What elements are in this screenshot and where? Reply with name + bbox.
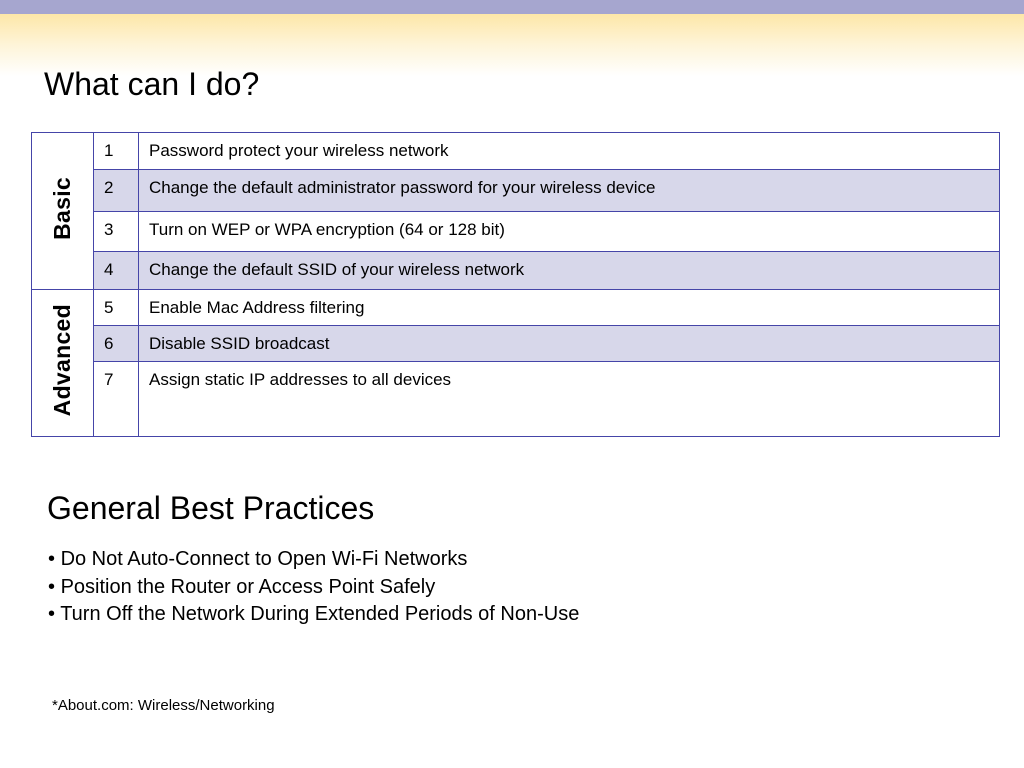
table-row xyxy=(32,212,1000,252)
group-basic xyxy=(32,133,94,290)
row-text: Turn on WEP or WPA encryption (64 or 128 bit) xyxy=(139,212,1000,252)
row-text: Password protect your wireless network xyxy=(139,133,1000,170)
group-label: Basic xyxy=(49,177,75,240)
list-item: • Turn Off the Network During Extended Periods of Non-Use xyxy=(48,601,579,629)
row-text: Disable SSID broadcast xyxy=(139,326,1000,362)
row-number: 6 xyxy=(94,326,139,362)
best-practices-list xyxy=(48,546,579,629)
list-item: • Position the Router or Access Point Safely xyxy=(48,574,579,602)
group-label: Advanced xyxy=(49,304,75,417)
list-item: • Do Not Auto-Connect to Open Wi-Fi Networks xyxy=(48,546,579,574)
actions-table xyxy=(31,132,1000,437)
row-text: Enable Mac Address filtering xyxy=(139,290,1000,326)
table-row xyxy=(32,326,1000,362)
row-text: Assign static IP addresses to all devices xyxy=(139,362,1000,437)
table-row xyxy=(32,170,1000,212)
source-note: *About.com: Wireless/Networking xyxy=(52,697,275,714)
row-number: 3 xyxy=(94,212,139,252)
row-number: 1 xyxy=(94,133,139,170)
row-number: 5 xyxy=(94,290,139,326)
header-stripe xyxy=(0,0,1024,14)
table-row xyxy=(32,290,1000,326)
table-row xyxy=(32,362,1000,437)
row-number: 7 xyxy=(94,362,139,437)
group-advanced xyxy=(32,290,94,437)
best-practices-heading: General Best Practices xyxy=(47,490,375,526)
slide-title: What can I do? xyxy=(44,66,260,102)
table-row xyxy=(32,133,1000,170)
row-number: 4 xyxy=(94,252,139,290)
row-text: Change the default administrator password for your wireless device xyxy=(139,170,1000,212)
row-number: 2 xyxy=(94,170,139,212)
table-row xyxy=(32,252,1000,290)
row-text: Change the default SSID of your wireless network xyxy=(139,252,1000,290)
